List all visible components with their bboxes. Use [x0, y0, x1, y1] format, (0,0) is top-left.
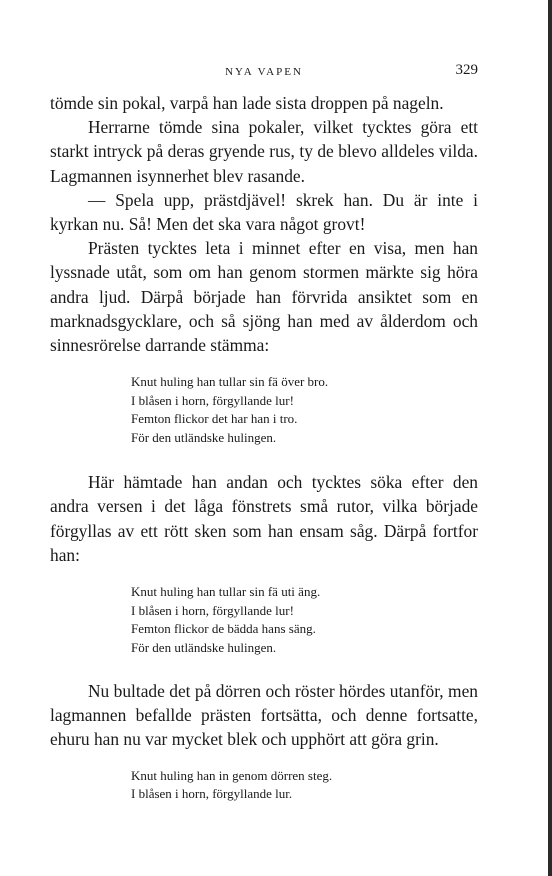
paragraph: tömde sin pokal, varpå han lade sista droppen på nageln. [50, 93, 444, 113]
verse-line: Femton flickor de bädda hans säng. [131, 621, 316, 637]
paragraph: — Spela upp, prästdjävel! skrek han. Du är inte i kyrkan nu. Så! Men det ska vara något grovt! [50, 189, 478, 235]
verse-line: Femton flickor det har han i tro. [131, 411, 298, 427]
verse-stanza-3 [50, 767, 478, 804]
verse-line: Knut huling han in genom dörren steg. [131, 767, 333, 783]
paragraph: Prästen tycktes leta i minnet efter en visa, men han lyssnade utåt, som om han genom stormen märkte sig höra andra ljud. Därpå började han förvrida ansiktet som en marknadsgycklare, och så sjöng han med av ålderdom och sinnesrörelse darrande stämma: [50, 238, 478, 356]
verse-stanza-2 [50, 583, 478, 657]
page-header [50, 62, 478, 82]
verse-line: I blåsen i horn, förgyllande lur! [131, 602, 294, 618]
paragraph: Här hämtade han andan och tycktes söka efter den andra versen i det låga fönstrets små rutor, vilka började förgyllas av ett rött sken som han ensam såg. Därpå fortfor han: [50, 472, 478, 565]
page-number: 329 [455, 62, 478, 78]
verse-line: Knut huling han tullar sin fä över bro. [131, 374, 329, 390]
verse-line: I blåsen i horn, förgyllande lur. [131, 786, 293, 802]
paragraph: Nu bultade det på dörren och röster hördes utanför, men lagmannen befallde prästen fortsätta, och denne fortsatte, ehuru han nu var mycket blek och upphört att göra grin. [50, 681, 478, 750]
paragraph: Herrarne tömde sina pokaler, vilket tycktes göra ett starkt intryck på deras gryende rus, ty de blevo alldeles vilda. Lagmannen isynnerhet blev rasande. [50, 117, 478, 186]
verse-line: Knut huling han tullar sin fä uti äng. [131, 584, 321, 600]
page-edge [548, 0, 552, 876]
verse-line: För den utländske hulingen. [131, 429, 277, 445]
verse-stanza-1 [50, 373, 478, 447]
verse-line: För den utländske hulingen. [131, 639, 277, 655]
verse-line: I blåsen i horn, förgyllande lur! [131, 392, 294, 408]
running-head: NYA VAPEN [225, 66, 303, 78]
page-body [50, 91, 478, 804]
